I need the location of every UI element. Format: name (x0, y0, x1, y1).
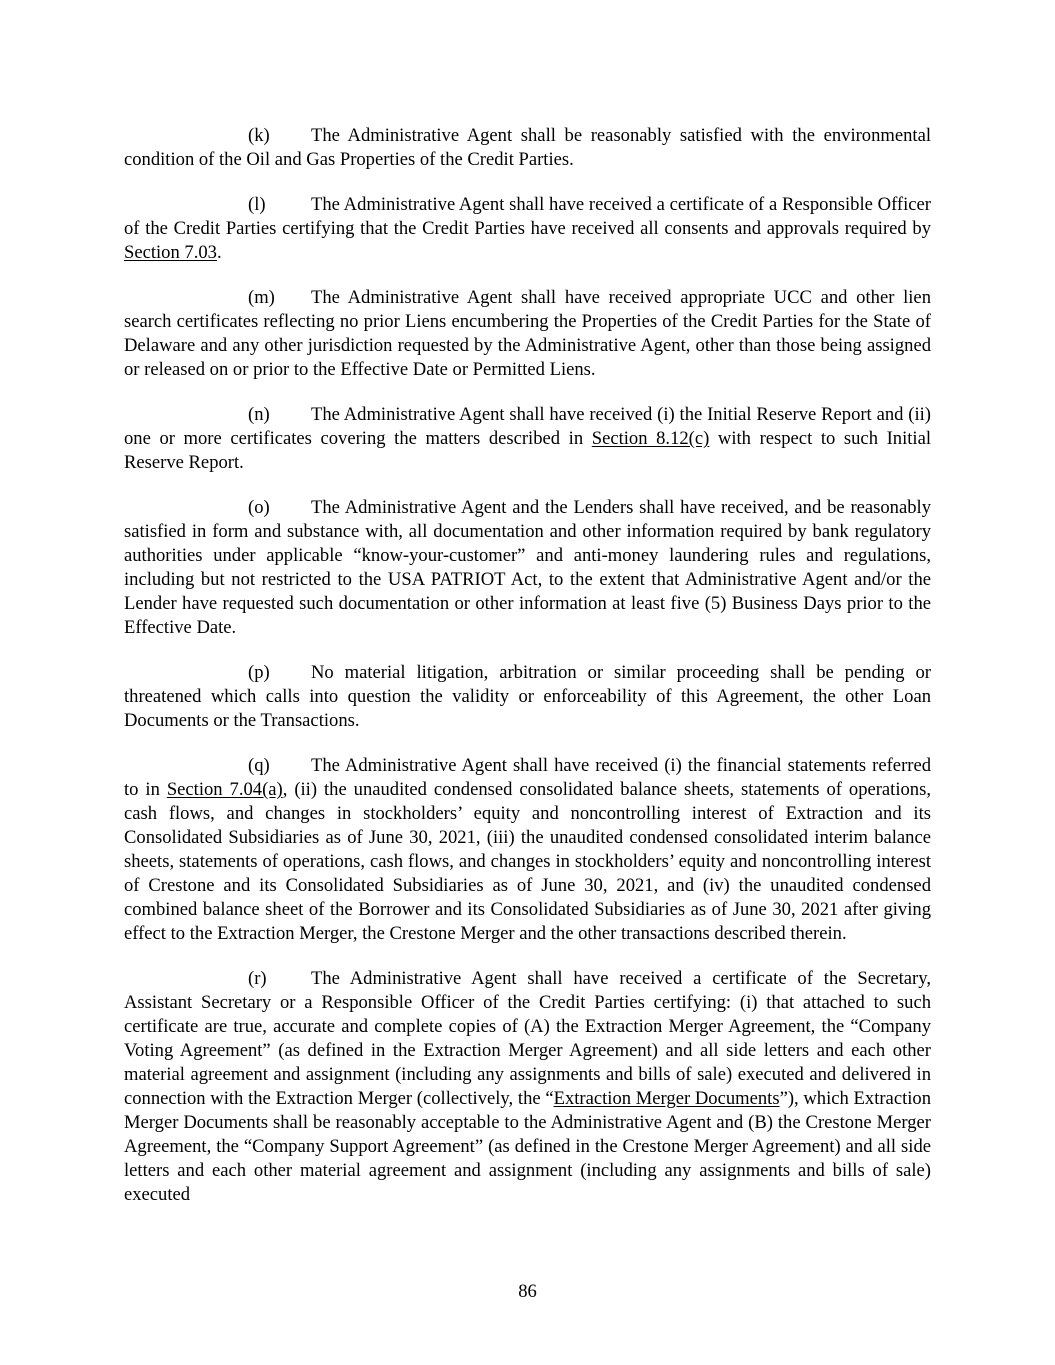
section-reference: Section 7.04(a) (166, 779, 283, 800)
paragraph-r (124, 967, 931, 1207)
paragraph-label: (n) (248, 404, 270, 425)
section-reference: Section 8.12(c) (591, 428, 710, 449)
paragraph-text: The Administrative Agent shall have received (i) the Initial Reserve Report and (ii) one or more certificates covering the matters described in (124, 404, 931, 449)
defined-term: Extraction Merger Documents (553, 1088, 780, 1109)
paragraph-text: The Administrative Agent and the Lenders shall have received, and be reasonably satisfied in form and substance with, all documentation and other information required by bank regulatory authorities under applicable “know-your-customer” and anti-money laundering rules and regulations, including but not restricted to the USA PATRIOT Act, to the extent that Administrative Agent and/or the Lender have requested such documentation or other information at least five (5) Business Days prior to the Effective Date. (124, 497, 931, 638)
paragraph-k (124, 124, 931, 172)
paragraph-text: The Administrative Agent shall have received a certificate of a Responsible Officer of the Credit Parties certifying that the Credit Parties have received all consents and approvals required by (124, 194, 931, 239)
paragraph-text: ”), which Extraction Merger Documents shall be reasonably acceptable to the Administrative Agent and (B) the Crestone Merger Agreement, the “Company Support Agreement” (as defined in the Crestone Merger Agreement) and all side letters and each other material agreement and assignment (including any assignments and bills of sale) executed (124, 1088, 931, 1205)
paragraph-p (124, 661, 931, 733)
paragraph-text: The Administrative Agent shall be reasonably satisfied with the environmental condition of the Oil and Gas Properties of the Credit Parties. (124, 125, 931, 170)
paragraph-label: (o) (248, 497, 270, 518)
paragraph-label: (m) (248, 287, 275, 308)
section-reference: Section 7.03 (124, 242, 217, 263)
paragraph-o (124, 496, 931, 640)
paragraph-label: (l) (248, 194, 266, 215)
document-page (124, 124, 931, 1228)
paragraph-text: . (216, 242, 222, 263)
paragraph-m (124, 286, 931, 382)
paragraph-text: No material litigation, arbitration or similar proceeding shall be pending or threatened which calls into question the validity or enforceability of this Agreement, the other Loan Documents or the Transactions. (124, 662, 931, 731)
paragraph-label: (p) (248, 662, 270, 683)
paragraph-text: , (ii) the unaudited condensed consolidated balance sheets, statements of operations, cash flows, and changes in stockholders’ equity and noncontrolling interest of Extraction and its Consolidated Subsidiaries as of June 30, 2021, (iii) the unaudited condensed consolidated interim balance sheets, statements of operations, cash flows, and changes in stockholders’ equity and noncontrolling interest of Crestone and its Consolidated Subsidiaries as of June 30, 2021, and (iv) the unaudited condensed combined balance sheet of the Borrower and its Consolidated Subsidiaries as of June 30, 2021 after giving effect to the Extraction Merger, the Crestone Merger and the other transactions described therein. (124, 779, 931, 944)
paragraph-text: The Administrative Agent shall have received (i) the financial statements referred to in (124, 755, 931, 800)
paragraph-q (124, 754, 931, 946)
paragraph-l (124, 193, 931, 265)
paragraph-text: with respect to such Initial Reserve Report. (124, 428, 931, 473)
paragraph-label: (r) (248, 968, 267, 989)
paragraph-text: The Administrative Agent shall have received appropriate UCC and other lien search certificates reflecting no prior Liens encumbering the Properties of the Credit Parties for the State of Delaware and any other jurisdiction requested by the Administrative Agent, other than those being assigned or released on or prior to the Effective Date or Permitted Liens. (124, 287, 931, 380)
page-number: 86 (518, 1281, 537, 1302)
paragraph-label: (q) (248, 755, 270, 776)
paragraph-label: (k) (248, 125, 270, 146)
paragraph-text: The Administrative Agent shall have received a certificate of the Secretary, Assistant Secretary or a Responsible Officer of the Credit Parties certifying: (i) that attached to such certificate are true, accurate and complete copies of (A) the Extraction Merger Agreement, the “Company Voting Agreement” (as defined in the Extraction Merger Agreement) and all side letters and each other material agreement and assignment (including any assignments and bills of sale) executed and delivered in connection with the Extraction Merger (collectively, the “ (124, 968, 931, 1109)
paragraph-n (124, 403, 931, 475)
